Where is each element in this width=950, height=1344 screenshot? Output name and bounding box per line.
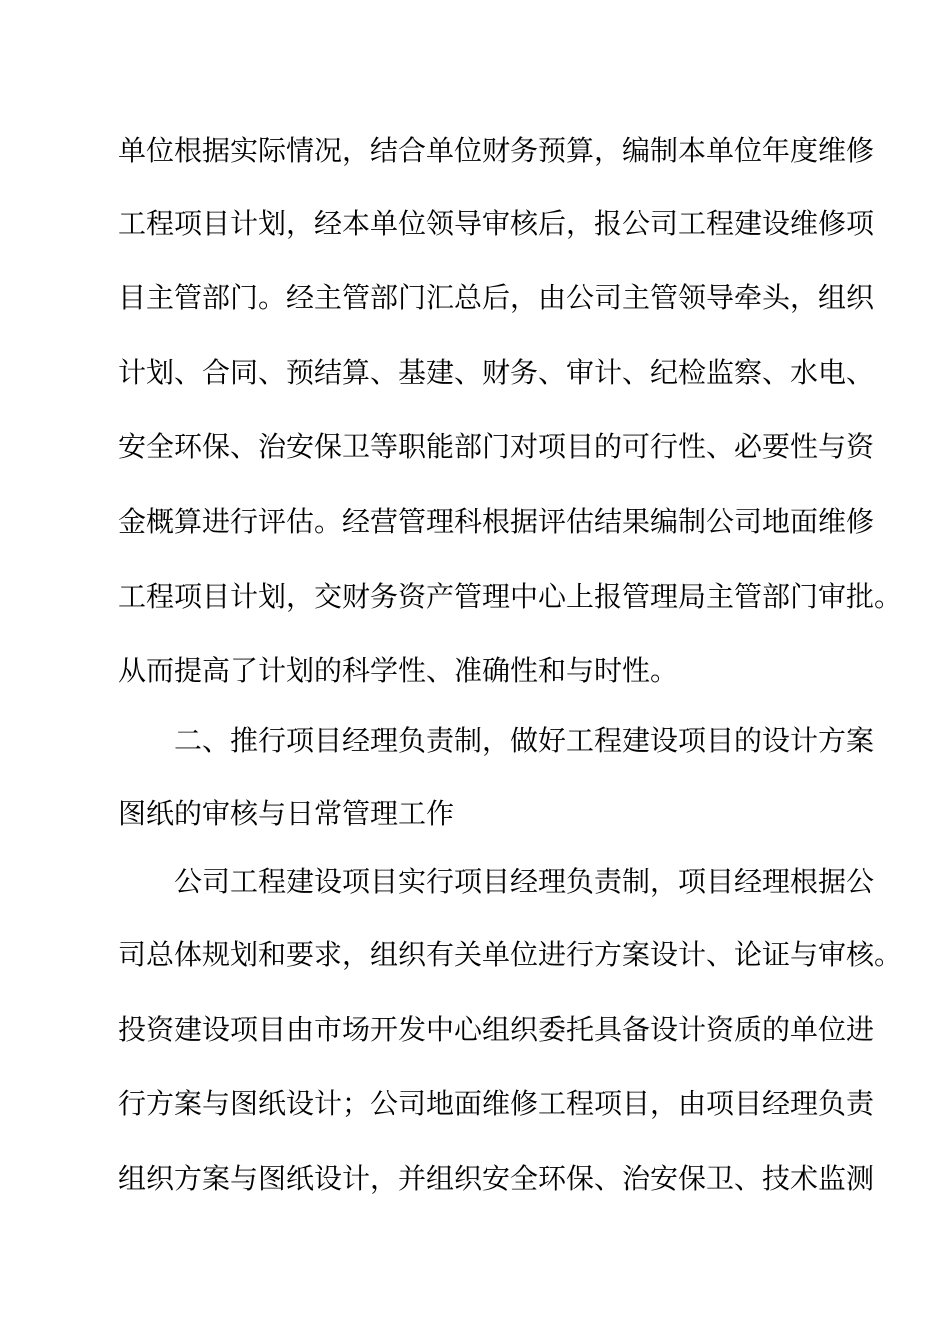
paragraph-line-10: 司总体规划和要求，组织有关单位进行方案设计、论证与审核。 [118, 938, 903, 971]
paragraph-line-11: 投资建设项目由市场开发中心组织委托具备设计资质的单位进 [118, 1013, 875, 1046]
paragraph-line-3: 目主管部门。经主管部门汇总后，由公司主管领导牵头，组织 [118, 281, 875, 314]
paragraph-line-13: 组织方案与图纸设计，并组织安全环保、治安保卫、技术监测 [118, 1162, 875, 1195]
paragraph-line-12: 行方案与图纸设计；公司地面维修工程项目，由项目经理负责 [118, 1087, 875, 1120]
paragraph-line-1: 单位根据实际情况，结合单位财务预算，编制本单位年度维修 [118, 134, 875, 167]
paragraph-line-4: 计划、合同、预结算、基建、财务、审计、纪检监察、水电、 [118, 356, 875, 389]
section-heading-line-2: 图纸的审核与日常管理工作 [118, 797, 455, 830]
paragraph-line-7: 工程项目计划，交财务资产管理中心上报管理局主管部门审批。 [118, 580, 903, 613]
section-heading-line-1: 二、推行项目经理负责制，做好工程建设项目的设计方案 [174, 724, 875, 757]
paragraph-line-2: 工程项目计划，经本单位领导审核后，报公司工程建设维修项 [118, 207, 875, 240]
paragraph-line-9: 公司工程建设项目实行项目经理负责制，项目经理根据公 [174, 865, 875, 898]
paragraph-line-5: 安全环保、治安保卫等职能部门对项目的可行性、必要性与资 [118, 430, 875, 463]
paragraph-line-6: 金概算进行评估。经营管理科根据评估结果编制公司地面维修 [118, 505, 875, 538]
paragraph-line-8: 从而提高了计划的科学性、准确性和与时性。 [118, 654, 679, 687]
